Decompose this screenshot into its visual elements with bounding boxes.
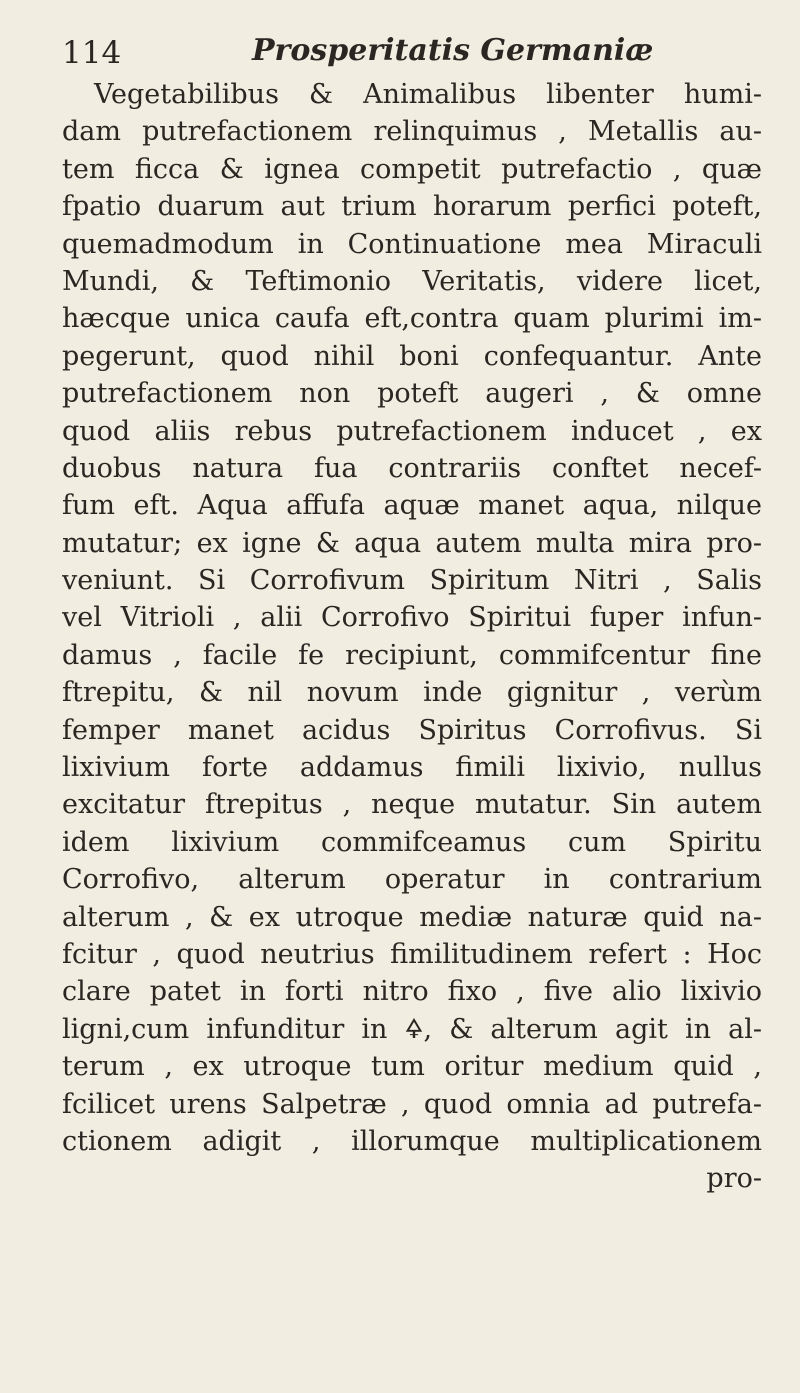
text-line: mutatur; ex igne & aqua autem multa mira pro- [62, 527, 762, 559]
text-line: damus , facile fe recipiunt, commifcentur fine [62, 639, 762, 671]
text-line: ligni,cum infunditur in 🜍, & alterum agit in al- [62, 1013, 762, 1045]
text-line: vel Vitrioli , alii Corrofivo Spiritui fuper infun- [62, 602, 762, 634]
text-line: Vegetabilibus & Animalibus libenter humi- [94, 79, 762, 110]
text-line: alterum , & ex utroque mediæ naturæ quid na- [62, 901, 762, 933]
text-line: dam putrefactionem relinquimus , Metallis au- [62, 116, 762, 148]
text-line: lixivium forte addamus fimili lixivio, nullus [62, 752, 762, 784]
text-line: hæcque unica caufa eft,contra quam plurimi im- [62, 303, 762, 335]
text-line: terum , ex utroque tum oritur medium quid , [62, 1051, 762, 1083]
text-line: fcilicet urens Salpetræ , quod omnia ad putrefa- [62, 1088, 762, 1120]
text-line: Mundi, & Teftimonio Veritatis, videre licet, [62, 265, 762, 297]
running-title: Prosperitatis Germaniæ [252, 33, 654, 68]
text-line: quod aliis rebus putrefactionem inducet , ex [62, 415, 762, 447]
page-header [62, 26, 762, 76]
page-number: 114 [62, 35, 122, 71]
text-line: quemadmodum in Continuatione mea Miraculi [62, 228, 762, 260]
catchword: pro- [706, 1163, 762, 1195]
text-line: femper manet acidus Spiritus Corrofivus. Si [62, 714, 762, 746]
text-line: duobus natura fua contrariis conftet necef- [62, 452, 762, 484]
text-line: ctionem adigit , illorumque multiplicationem [62, 1125, 762, 1157]
text-line: fpatio duarum aut trium horarum perfici poteft, [62, 191, 762, 223]
text-line: putrefactionem non poteft augeri , & omne [62, 378, 762, 410]
text-line: clare patet in forti nitro fixo , five alio lixivio [62, 976, 762, 1008]
text-line: pegerunt, quod nihil boni confequantur. Ante [62, 340, 762, 372]
body-text [62, 76, 762, 1198]
text-line: fcitur , quod neutrius fimilitudinem refert : Hoc [62, 938, 762, 970]
text-line: idem lixivium commifceamus cum Spiritu [62, 826, 762, 858]
text-line: fum eft. Aqua affufa aquæ manet aqua, nilque [62, 490, 762, 522]
text-line: veniunt. Si Corrofivum Spiritum Nitri , Salis [62, 565, 762, 597]
text-line: ftrepitu, & nil novum inde gignitur , verùm [62, 677, 762, 709]
text-line: tem ficca & ignea competit putrefactio , quæ [62, 153, 762, 185]
text-line: Corrofivo, alterum operatur in contrarium [62, 864, 762, 896]
text-line: excitatur ftrepitus , neque mutatur. Sin autem [62, 789, 762, 821]
